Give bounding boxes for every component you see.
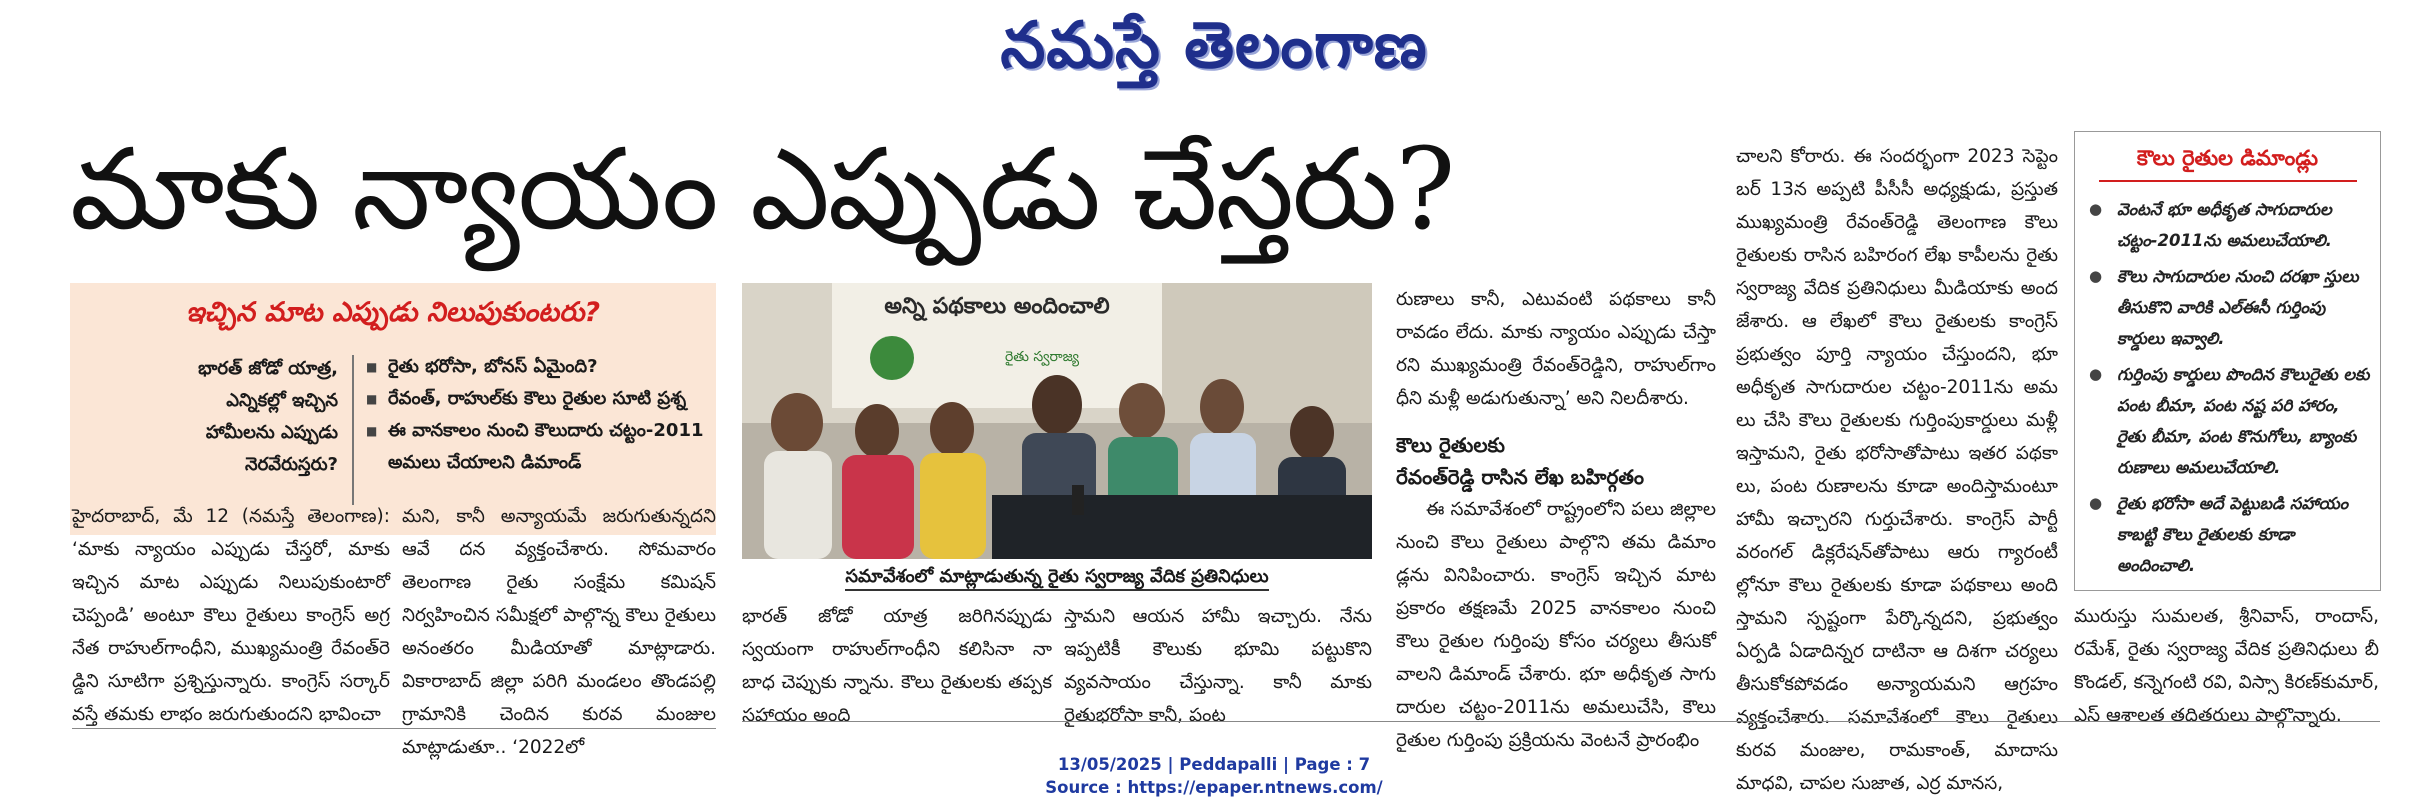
article-column-5-top: రుణాలు కానీ, ఎటువంటి పథకాలు కానీ రావడం లేదు. మాకు న్యాయం ఎప్పుడు చేస్తా రని ముఖ్యమంత్రి రేవంత్‌రెడ్డిని, రాహుల్‌గాం ధీని మళ్లీ అడుగుతున్నా’ అని నిలదీశారు. <box>1396 289 1716 409</box>
section-heading-line-2: రేవంత్‌రెడ్డి రాసిన లేఖ బహిర్గతం <box>1396 465 1645 489</box>
subhead-question-line: నెరవేరుస్తరు? <box>245 454 338 475</box>
sidebar-demand-item: ● రైతు భరోసా అదే పెట్టుబడి సహాయం కాబట్టి కౌలు రైతులకు కూడా అందించాలి. <box>2089 488 2371 581</box>
table-shape <box>992 495 1372 559</box>
subhead-bullet: ■ రైతు భరోసా, బోనస్‌ ఏమైంది? <box>366 351 711 383</box>
article-column-3: భారత్‌ జోడో యాత్ర జరిగినప్పుడు స్వయంగా రాహుల్‌గాంధీని కలిసినా నా బాధ చెప్పుకు న్నాను. కౌలు రైతులకు తప్పక సహాయం అంది <box>742 606 1052 726</box>
sidebar-title-underline <box>2099 180 2357 182</box>
article-column-1: హైదరాబాద్‌, మే 12 (నమస్తే తెలంగాణ): ‘మాకు న్యాయం ఎప్పుడు చేస్తరో, మాకు ఇచ్చిన మాట ఎప్పుడు నిలుపుకుంటారో చెప్పండి’ అంటూ కౌలు రైతులు కాంగ్రెస్‌ అగ్ర నేత రాహుల్‌గాంధీని, ముఖ్యమంత్రి రేవంత్‌రె డ్డిని సూటిగా ప్రశ్నిస్తున్నారు. కాంగ్రెస్‌ సర్కార్‌ వస్తే తమకు లాభం జరుగుతుందని భావించా <box>72 506 390 725</box>
photo-caption <box>742 566 1372 591</box>
photo-caption-text: సమావేశంలో మాట్లాడుతున్న రైతు స్వరాజ్య వేదిక ప్రతినిధులు <box>845 566 1268 591</box>
article-column-2: మని, కానీ అన్యాయమే జరుగుతున్నదని ఆవే దన వ్యక్తంచేశారు. సోమవారం తెలంగాణ రైతు సంక్షేమ కమిషన్‌ నిర్వహించిన సమీక్షలో పాల్గొన్న కౌలు రైతులు అనంతరం మీడియాతో మాట్లాడారు. వికారాబాద్‌ జిల్లా పరిగి మండలం తొండపల్లి గ్రామానికి చెందిన కురవ మంజుల మాట్లాడుతూ.. ‘2022లో <box>402 506 716 758</box>
banner-logo-icon <box>870 336 914 380</box>
subhead-bullet-list <box>366 351 711 479</box>
subhead-question <box>88 353 338 481</box>
subhead-title: ఇచ్చిన మాట ఎప్పుడు నిలుపుకుంటరు? <box>185 297 601 328</box>
subhead-box <box>70 283 716 535</box>
article-column-5 <box>1396 283 1716 757</box>
bottom-rule-right <box>742 721 2380 722</box>
sidebar-demand-list <box>2089 194 2371 586</box>
article-column-4: స్తామని ఆయన హామీ ఇచ్చారు. నేను ఇప్పటికీ కౌలుకు భూమి పట్టుకొని వ్యవసాయం చేస్తున్నా. కానీ మాకు రైతుభరోసా కానీ, పంట <box>1064 606 1372 726</box>
microphone-icon <box>1072 485 1084 515</box>
article-column-7: మురుస్తు సుమలత, శ్రీనివాస్‌, రాందాస్‌, రమేశ్‌, రైతు స్వరాజ్య వేదిక ప్రతినిధులు బీ కొండల్‌, కన్నెగంటి రవి, విస్సా కిరణ్‌కుమార్‌, ఎస్‌ ఆశాలత తదితరులు పాల్గొన్నారు. <box>2074 606 2379 726</box>
subhead-question-line: హామీలను ఎప్పుడు <box>205 422 338 443</box>
demands-sidebar <box>2074 131 2381 591</box>
footer-source: Source : https://epaper.ntnews.com/ <box>1045 778 1383 797</box>
photo-banner-text: అన్ని పథకాలు అందించాలి <box>884 294 1110 319</box>
sidebar-demand-item: ● కౌలు సాగుదారుల నుంచి దరఖా స్తులు తీసుకొని వారికి ఎల్‌ఈసీ గుర్తింపు కార్డులు ఇవ్వాలి. <box>2089 261 2371 354</box>
subhead-bullet: ■ ఈ వానకాలం నుంచి కౌలుదారు చట్టం-2011 అమలు చేయాలని డిమాండ్‌ <box>366 415 711 479</box>
subhead-bullet: ■ రేవంత్‌, రాహుల్‌కు కౌలు రైతుల సూటి ప్రశ్న <box>366 383 711 415</box>
article-headline: మాకు న్యాయం ఎప్పుడు చేస్తరు? <box>70 125 1454 255</box>
photo-banner-sub: రైతు స్వరాజ్య <box>1004 349 1080 365</box>
sidebar-demand-item: ● వెంటనే భూ అధీకృత సాగుదారుల చట్టం-2011ను అమలుచేయాలి. <box>2089 194 2371 256</box>
sidebar-title: కౌలు రైతుల డిమాండ్లు <box>2136 146 2319 170</box>
press-meet-photo <box>742 283 1372 559</box>
bottom-rule-left <box>72 728 716 729</box>
newspaper-masthead: నమస్తే తెలంగాణ <box>1000 8 1428 83</box>
section-heading-line-1: కౌలు రైతులకు <box>1396 433 1505 457</box>
subhead-question-line: భారత్‌ జోడో యాత్ర, <box>198 358 338 379</box>
footer-date-edition: 13/05/2025 | Peddapalli | Page : 7 <box>1057 755 1371 774</box>
article-column-6: చాలని కోరారు. ఈ సందర్భంగా 2023 సెప్టెం బర్‌ 13న అప్పటి పీసీసీ అధ్యక్షుడు, ప్రస్తుత ముఖ్యమంత్రి రేవంత్‌రెడ్డి తెలంగాణ కౌలు రైతులకు రాసిన బహిరంగ లేఖ కాపీలను రైతు స్వరాజ్య వేదిక ప్రతినిధులు మీడియాకు అంద జేశారు. ఆ లేఖలో కౌలు రైతులకు కాంగ్రెస్‌ ప్రభుత్వం పూర్తి న్యాయం చేస్తుందని, భూ అధీకృత సాగుదారుల చట్టం-2011ను అమ లు చేసి కౌలు రైతులకు గుర్తింపుకార్డులు మళ్లీ ఇస్తామని, రైతు భరోసాతోపాటు ఇతర పథకా లు, పంట రుణాలను కూడా అందిస్తామంటూ హామీ ఇచ్చారని గుర్తుచేశారు. కాంగ్రెస్‌ పార్టీ వరంగల్‌ డిక్లరేషన్‌తోపాటు ఆరు గ్యారంటీ ల్లోనూ కౌలు రైతులకు కూడా పథకాలు అంది స్తామని స్పష్టంగా పేర్కొన్నదని, ప్రభుత్వం ఏర్పడి ఏడాదిన్నర దాటినా ఆ దిశగా చర్యలు తీసుకోకపోవడం అన్యాయమని ఆగ్రహం వ్యక్తంచేశారు. సమావేశంలో కౌలు రైతులు కురవ మంజుల, రామకాంత్‌, మాదాసు మాధవి, చాపల సుజాత, ఎర్ర మానస, <box>1736 146 2058 794</box>
subhead-divider <box>352 355 354 505</box>
article-photo <box>742 283 1372 559</box>
sidebar-demand-item: ● గుర్తింపు కార్డులు పొందిన కౌలురైతు లకు పంట బీమా, పంట నష్ట పరి హారం, రైతు బీమా, పంట కొనుగోలు, బ్యాంకు రుణాలు అమలుచేయాలి. <box>2089 359 2371 483</box>
subhead-question-line: ఎన్నికల్లో ఇచ్చిన <box>226 390 338 411</box>
article-column-5-body: ఈ సమావేశంలో రాష్ట్రంలోని పలు జిల్లాల నుంచి కౌలు రైతులు పాల్గొని తమ డిమాం డ్లను వినిపించారు. కాంగ్రెస్‌ ఇచ్చిన మాట ప్రకారం తక్షణమే 2025 వానకాలం నుంచి కౌలు రైతుల గుర్తింపు కోసం చర్యలు తీసుకో వాలని డిమాండ్‌ చేశారు. భూ అధీకృత సాగు దారుల చట్టం-2011ను అమలుచేసి, కౌలు రైతుల గుర్తింపు ప్రక్రియను వెంటనే ప్రారంభిం <box>1396 499 1716 751</box>
